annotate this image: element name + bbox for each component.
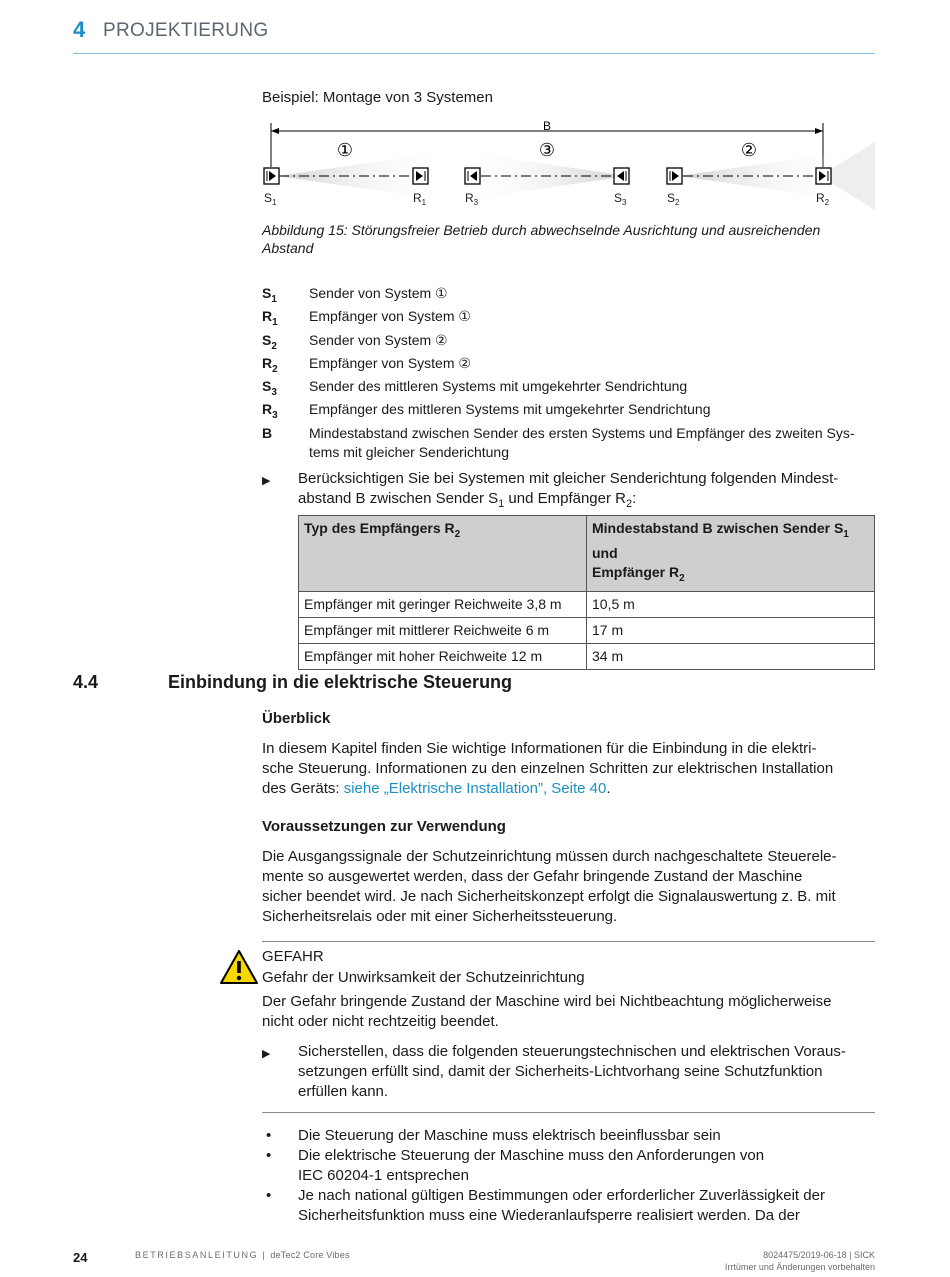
device-r2: [816, 168, 831, 184]
overview-paragraph: In diesem Kapitel finden Sie wichtige Informationen für die Einbindung in die elektri- sche Steuerung. Informationen zu den einzelnen Schritten zur elektrischen Installation des Geräts: siehe „Elektrische Installation”, Seite 40.: [262, 740, 834, 797]
danger-action: Sicherstellen, dass die folgenden steuerungstechnischen und elektrischen Voraus- setzungen erfüllt sind, damit der Sicherheits-Lichtvorhang seine Schutzfunktion erfüllen kann.: [298, 1043, 846, 1100]
table-row: [299, 591, 875, 617]
bullet-marker: •: [266, 1127, 272, 1144]
table-cell: Empfänger mit geringer Reichweite 3,8 m: [299, 591, 587, 617]
device-r1: [413, 168, 428, 184]
list-item: Die Steuerung der Maschine muss elektrisch beeinflussbar sein: [298, 1127, 721, 1144]
danger-label: GEFAHR: [262, 948, 324, 965]
instruction-text: Berücksichtigen Sie bei Systemen mit gleicher Senderichtung folgenden Mindest- abstand B zwischen Sender $S_1$ und Empfänger $R_2$:: [298, 470, 839, 510]
electrical-installation-link[interactable]: siehe „Elektrische Installation”, Seite 40: [343, 780, 607, 797]
prerequisites-paragraph: Die Ausgangssignale der Schutzeinrichtung müssen durch nachgeschaltete Steuerele- mente so ausgewertet werden, dass der Gefahr bringende Zustand der Maschine sicher beendet wird. Je nach Sicherheitskonzept erfolgt die Signalauswertung z. B. mit Sicherheitsrelais oder mit einer Sicherheitssteuerung.: [262, 848, 837, 925]
device-s2: [667, 168, 682, 184]
section-title: Einbindung in die elektrische Steuerung: [168, 672, 513, 692]
mounting-diagram: [255, 112, 875, 212]
footer-disclaimer: Irrtümer und Änderungen vorbehalten: [724, 1262, 875, 1272]
overview-heading: Überblick: [262, 710, 331, 727]
chapter-number: 4: [73, 17, 86, 42]
action-arrow-icon: ▶: [262, 475, 271, 487]
table-header-min-distance: Mindestabstand B zwischen Sender $S_1$ und Empfänger $R_2$: [587, 516, 875, 592]
table-header-row: [299, 516, 875, 592]
header-divider: [73, 53, 875, 54]
circle-label-1: ①: [336, 140, 354, 161]
table-cell: 17 m: [587, 617, 875, 643]
example-heading: Beispiel: Montage von 3 Systemen: [262, 89, 493, 106]
danger-text: Der Gefahr bringende Zustand der Maschine wird bei Nichtbeachtung möglicherweise nicht oder nicht rechtzeitig beendet.: [262, 993, 832, 1030]
table-row: [299, 617, 875, 643]
device-r3: [465, 168, 480, 184]
table-cell: 34 m: [587, 643, 875, 669]
table-cell: 10,5 m: [587, 591, 875, 617]
table-cell: Empfänger mit hoher Reichweite 12 m: [299, 643, 587, 669]
danger-subtitle: Gefahr der Unwirksamkeit der Schutzeinrichtung: [262, 969, 585, 986]
page-number: 24: [73, 1250, 88, 1265]
bullet-marker: •: [266, 1147, 272, 1164]
label-s1: $S_1$: [264, 191, 277, 207]
label-r2: $R_2$: [816, 191, 830, 207]
footer-doc-id: 8024475/2019-06-18 | SICK: [763, 1250, 875, 1260]
list-item: Die elektrische Steuerung der Maschine muss den Anforderungen von IEC 60204-1 entsprechen: [298, 1147, 765, 1184]
label-s3: $S_3$: [614, 191, 627, 207]
prerequisites-heading: Voraussetzungen zur Verwendung: [262, 818, 506, 835]
circle-label-3: ③: [538, 140, 556, 161]
warning-icon: [219, 949, 259, 985]
list-item: Je nach national gültigen Bestimmungen oder erforderlicher Zuverlässigkeit der Sicherheitsfunktion muss eine Wiederanlaufsperre realisiert werden. Da der: [298, 1187, 825, 1224]
section-number: 4.4: [73, 672, 99, 692]
label-r3: $R_3$: [465, 191, 479, 207]
dimension-label: B: [542, 119, 552, 133]
chapter-title: PROJEKTIERUNG: [103, 20, 269, 41]
label-r1: $R_1$: [413, 191, 427, 207]
table-cell: Empfänger mit mittlerer Reichweite 6 m: [299, 617, 587, 643]
table-row: [299, 643, 875, 669]
bullet-marker: •: [266, 1187, 272, 1204]
table-header-receiver-type: Typ des Empfängers $R_2$: [299, 516, 587, 592]
footer-document: BETRIEBSANLEITUNG | deTec2 Core Vibes: [135, 1250, 350, 1260]
label-s2: $S_2$: [667, 191, 680, 207]
danger-bottom-rule: [262, 1112, 875, 1113]
circle-label-2: ②: [740, 140, 758, 161]
device-s3: [614, 168, 629, 184]
distance-table: [298, 515, 875, 670]
danger-top-rule: [262, 941, 875, 942]
device-s1: [264, 168, 279, 184]
figure-caption: Abbildung 15: Störungsfreier Betrieb durch abwechselnde Ausrichtung und ausreichenden Abstand: [262, 222, 821, 256]
action-arrow-icon: ▶: [262, 1048, 271, 1060]
